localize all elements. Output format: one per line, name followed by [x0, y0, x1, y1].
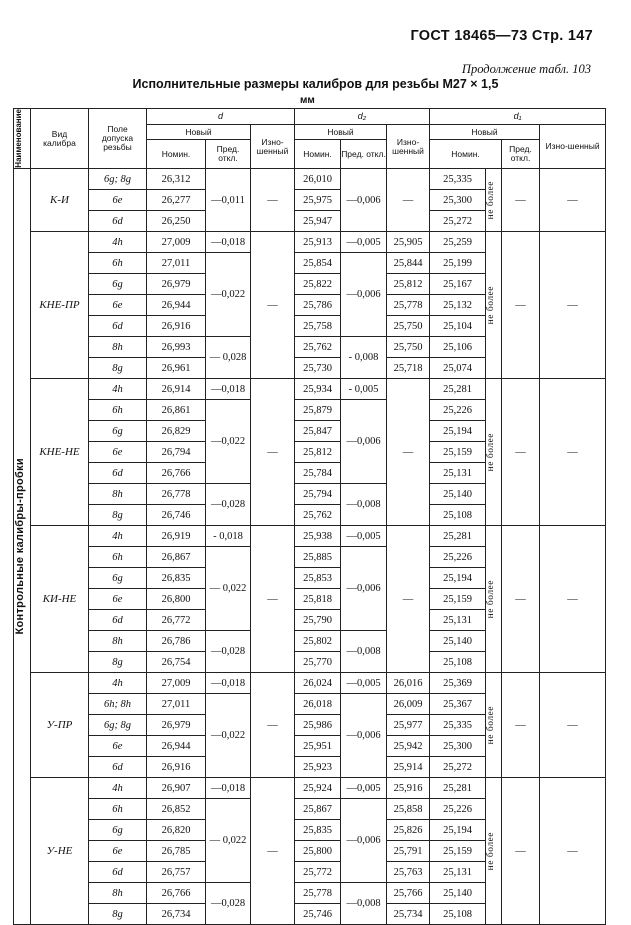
table-row [14, 169, 606, 190]
d1-deviation: — [502, 526, 540, 673]
not-more-cell [486, 526, 502, 673]
tolerance-cell: 4h [89, 673, 147, 694]
d1-deviation: — [502, 169, 540, 232]
d1-nominal: 25,300 [430, 736, 486, 757]
d2-nominal: 25,822 [295, 274, 341, 295]
d2-deviation: —0,008 [341, 631, 387, 673]
d2-worn: 25,914 [387, 757, 430, 778]
d2-deviation: —0,008 [341, 484, 387, 526]
tolerance-cell: 8g [89, 358, 147, 379]
header-d2-new: Новый [295, 125, 387, 140]
tolerance-cell: 6e [89, 841, 147, 862]
table-row [14, 526, 606, 547]
d2-nominal: 25,867 [295, 799, 341, 820]
d-deviation: —0,028 [206, 484, 251, 526]
d1-nominal: 25,167 [430, 274, 486, 295]
d-deviation: —0,022 [206, 694, 251, 778]
d-nominal: 26,919 [147, 526, 206, 547]
d2-worn: 25,844 [387, 253, 430, 274]
tolerance-cell: 6h [89, 400, 147, 421]
tolerance-cell: 4h [89, 379, 147, 400]
d2-nominal: 25,746 [295, 904, 341, 925]
d-deviation: —0,011 [206, 169, 251, 232]
tolerance-cell: 6e [89, 736, 147, 757]
d2-deviation: —0,008 [341, 883, 387, 925]
tolerance-cell: 8g [89, 505, 147, 526]
d2-nominal: 25,947 [295, 211, 341, 232]
header-d2-worn: Изно-шенный [387, 125, 430, 169]
d-nominal: 26,820 [147, 820, 206, 841]
d2-nominal: 25,975 [295, 190, 341, 211]
table-row [14, 673, 606, 694]
d1-nominal: 25,272 [430, 211, 486, 232]
d1-nominal: 25,108 [430, 505, 486, 526]
tolerance-cell: 6d [89, 757, 147, 778]
d-nominal: 26,757 [147, 862, 206, 883]
header-d2-nominal: Номин. [295, 140, 341, 169]
not-more-label: не более [486, 831, 497, 871]
d2-deviation: - 0,008 [341, 337, 387, 379]
d-nominal: 26,734 [147, 904, 206, 925]
tolerance-cell: 6d [89, 316, 147, 337]
tolerance-cell: 4h [89, 232, 147, 253]
d-nominal: 26,944 [147, 295, 206, 316]
d-nominal: 26,861 [147, 400, 206, 421]
d2-nominal: 25,885 [295, 547, 341, 568]
header-gauge-type: Вид калибра [31, 109, 89, 169]
table-row [14, 232, 606, 253]
tolerance-cell: 6d [89, 610, 147, 631]
d-worn: — [251, 778, 295, 925]
d2-nominal: 25,951 [295, 736, 341, 757]
d2-nominal: 25,778 [295, 883, 341, 904]
d2-deviation: —0,006 [341, 400, 387, 484]
d-nominal: 26,829 [147, 421, 206, 442]
d-worn: — [251, 169, 295, 232]
d1-nominal: 25,108 [430, 904, 486, 925]
not-more-cell [486, 778, 502, 925]
d2-worn: — [387, 169, 430, 232]
d2-nominal: 25,812 [295, 442, 341, 463]
table-title: Исполнительные размеры калибров для резьбы М27 × 1,5 [132, 77, 499, 91]
d-nominal: 26,778 [147, 484, 206, 505]
page-header: ГОСТ 18465—73 Стр. 147 [410, 28, 593, 44]
d1-nominal: 25,272 [430, 757, 486, 778]
d2-deviation: —0,005 [341, 673, 387, 694]
d-nominal: 26,916 [147, 316, 206, 337]
d2-worn: 26,016 [387, 673, 430, 694]
gauge-dimensions-table [13, 108, 606, 925]
tolerance-cell: 6h; 8h [89, 694, 147, 715]
not-more-label: не более [486, 579, 497, 619]
d2-nominal: 25,938 [295, 526, 341, 547]
d-nominal: 27,011 [147, 253, 206, 274]
d-nominal: 26,312 [147, 169, 206, 190]
d-deviation: —0,028 [206, 631, 251, 673]
gauge-name: У-ПР [31, 673, 89, 778]
tolerance-cell: 6g [89, 568, 147, 589]
d2-worn: 25,791 [387, 841, 430, 862]
d-nominal: 26,786 [147, 631, 206, 652]
d-nominal: 27,009 [147, 673, 206, 694]
tolerance-cell: 6d [89, 463, 147, 484]
d-nominal: 27,009 [147, 232, 206, 253]
header-d1-nominal: Номин. [430, 140, 502, 169]
d-deviation: —0,018 [206, 673, 251, 694]
d1-nominal: 25,194 [430, 568, 486, 589]
d2-nominal: 25,802 [295, 631, 341, 652]
table-row [14, 778, 606, 799]
d1-nominal: 25,106 [430, 337, 486, 358]
d2-worn: 26,009 [387, 694, 430, 715]
header-d1-new: Новый [430, 125, 540, 140]
header-tolerance: Поле допуска резьбы [89, 109, 147, 169]
d1-nominal: 25,226 [430, 400, 486, 421]
d2-deviation: —0,006 [341, 799, 387, 883]
d2-worn: 25,718 [387, 358, 430, 379]
d1-nominal: 25,104 [430, 316, 486, 337]
d2-worn: 25,812 [387, 274, 430, 295]
d1-nominal: 25,199 [430, 253, 486, 274]
tolerance-cell: 6g; 8g [89, 715, 147, 736]
tolerance-cell: 4h [89, 778, 147, 799]
d1-nominal: 25,369 [430, 673, 486, 694]
d2-nominal: 25,772 [295, 862, 341, 883]
header-d-worn: Изно-шенный [251, 125, 295, 169]
d2-nominal: 25,913 [295, 232, 341, 253]
tolerance-cell: 6g; 8g [89, 169, 147, 190]
d1-worn: — [540, 379, 606, 526]
tolerance-cell: 6d [89, 862, 147, 883]
d2-worn: 25,750 [387, 316, 430, 337]
d-deviation: —0,028 [206, 883, 251, 925]
d-nominal: 26,772 [147, 610, 206, 631]
d-nominal: 26,961 [147, 358, 206, 379]
d2-worn: 25,977 [387, 715, 430, 736]
d2-deviation: —0,006 [341, 253, 387, 337]
header-d2-dev: Пред. откл. [341, 140, 387, 169]
not-more-cell [486, 673, 502, 778]
d-nominal: 26,867 [147, 547, 206, 568]
d-nominal: 26,835 [147, 568, 206, 589]
d-nominal: 26,979 [147, 274, 206, 295]
d-nominal: 26,800 [147, 589, 206, 610]
header-d-nominal: Номин. [147, 140, 206, 169]
d1-deviation: — [502, 232, 540, 379]
d1-nominal: 25,140 [430, 883, 486, 904]
d2-deviation: —0,006 [341, 694, 387, 778]
d1-nominal: 25,300 [430, 190, 486, 211]
d1-worn: — [540, 778, 606, 925]
tolerance-cell: 6h [89, 253, 147, 274]
d1-nominal: 25,159 [430, 841, 486, 862]
d2-nominal: 25,762 [295, 337, 341, 358]
tolerance-cell: 8g [89, 904, 147, 925]
d1-deviation: — [502, 673, 540, 778]
gauge-name: КНЕ-НЕ [31, 379, 89, 526]
d-nominal: 26,979 [147, 715, 206, 736]
d-worn: — [251, 232, 295, 379]
d1-nominal: 25,131 [430, 862, 486, 883]
tolerance-cell: 4h [89, 526, 147, 547]
tolerance-cell: 8h [89, 883, 147, 904]
header-d-new: Новый [147, 125, 251, 140]
group-label-cell [14, 169, 31, 925]
d2-deviation: —0,005 [341, 778, 387, 799]
d-nominal: 26,852 [147, 799, 206, 820]
d2-worn: — [387, 379, 430, 526]
header-d1: d₁ [430, 109, 606, 125]
gauge-name: К-И [31, 169, 89, 232]
header-d-dev: Пред. откл. [206, 140, 251, 169]
header-d1-dev: Пред. откл. [502, 140, 540, 169]
tolerance-cell: 8h [89, 337, 147, 358]
gauge-name: КНЕ-ПР [31, 232, 89, 379]
tolerance-cell: 8h [89, 484, 147, 505]
tolerance-cell: 6e [89, 190, 147, 211]
d1-nominal: 25,159 [430, 589, 486, 610]
d-nominal: 26,277 [147, 190, 206, 211]
d2-worn: 25,942 [387, 736, 430, 757]
d2-nominal: 25,730 [295, 358, 341, 379]
d-nominal: 26,794 [147, 442, 206, 463]
d2-nominal: 25,794 [295, 484, 341, 505]
not-more-label: не более [486, 432, 497, 472]
d1-worn: — [540, 526, 606, 673]
tolerance-cell: 6h [89, 799, 147, 820]
not-more-label: не более [486, 285, 497, 325]
d-worn: — [251, 673, 295, 778]
d2-nominal: 26,024 [295, 673, 341, 694]
tolerance-cell: 8g [89, 652, 147, 673]
header-name-group: Наименование [14, 109, 31, 169]
tolerance-cell: 6e [89, 442, 147, 463]
d2-nominal: 25,762 [295, 505, 341, 526]
d2-worn: 25,826 [387, 820, 430, 841]
d2-nominal: 25,786 [295, 295, 341, 316]
tolerance-cell: 6e [89, 589, 147, 610]
d1-nominal: 25,074 [430, 358, 486, 379]
tolerance-cell: 6g [89, 421, 147, 442]
d2-nominal: 25,934 [295, 379, 341, 400]
table-row [14, 379, 606, 400]
d-deviation: - 0,018 [206, 526, 251, 547]
d2-worn: 25,766 [387, 883, 430, 904]
d-deviation: — 0,022 [206, 799, 251, 883]
d-worn: — [251, 526, 295, 673]
d2-deviation: —0,006 [341, 547, 387, 631]
d-nominal: 26,914 [147, 379, 206, 400]
unit-label: мм [300, 95, 315, 106]
d2-nominal: 25,847 [295, 421, 341, 442]
d-nominal: 26,250 [147, 211, 206, 232]
group-label: Контрольные калибры-пробки [14, 458, 26, 635]
d2-deviation: —0,005 [341, 526, 387, 547]
d2-nominal: 25,835 [295, 820, 341, 841]
d2-worn: 25,763 [387, 862, 430, 883]
d1-nominal: 25,194 [430, 421, 486, 442]
not-more-cell [486, 232, 502, 379]
d1-nominal: 25,159 [430, 442, 486, 463]
d1-nominal: 25,108 [430, 652, 486, 673]
d1-nominal: 25,131 [430, 463, 486, 484]
d-nominal: 26,907 [147, 778, 206, 799]
table-body [14, 169, 606, 925]
d-nominal: 26,746 [147, 505, 206, 526]
d-nominal: 26,916 [147, 757, 206, 778]
d-nominal: 26,754 [147, 652, 206, 673]
d2-worn: 25,734 [387, 904, 430, 925]
d-nominal: 26,766 [147, 463, 206, 484]
d2-nominal: 25,854 [295, 253, 341, 274]
d2-nominal: 25,770 [295, 652, 341, 673]
d1-nominal: 25,226 [430, 799, 486, 820]
d2-nominal: 25,784 [295, 463, 341, 484]
d2-nominal: 25,879 [295, 400, 341, 421]
d-nominal: 27,011 [147, 694, 206, 715]
d1-nominal: 25,367 [430, 694, 486, 715]
tolerance-cell: 6h [89, 547, 147, 568]
tolerance-cell: 6d [89, 211, 147, 232]
d1-nominal: 25,281 [430, 379, 486, 400]
d1-worn: — [540, 169, 606, 232]
d1-nominal: 25,281 [430, 778, 486, 799]
d-nominal: 26,785 [147, 841, 206, 862]
d1-nominal: 25,259 [430, 232, 486, 253]
d1-nominal: 25,335 [430, 715, 486, 736]
d2-nominal: 25,923 [295, 757, 341, 778]
not-more-label: не более [486, 180, 497, 220]
d1-worn: — [540, 673, 606, 778]
d1-nominal: 25,226 [430, 547, 486, 568]
d1-deviation: — [502, 778, 540, 925]
d-deviation: —0,022 [206, 253, 251, 337]
d-deviation: — 0,028 [206, 337, 251, 379]
d2-nominal: 25,800 [295, 841, 341, 862]
d-deviation: —0,018 [206, 778, 251, 799]
d-nominal: 26,944 [147, 736, 206, 757]
tolerance-cell: 8h [89, 631, 147, 652]
d2-deviation: —0,006 [341, 169, 387, 232]
gauge-name: КИ-НЕ [31, 526, 89, 673]
d-deviation: —0,022 [206, 400, 251, 484]
d2-nominal: 26,010 [295, 169, 341, 190]
tolerance-cell: 6g [89, 274, 147, 295]
not-more-cell [486, 169, 502, 232]
d-deviation: —0,018 [206, 232, 251, 253]
header-d1-worn: Изно-шенный [540, 125, 606, 169]
d2-deviation: - 0,005 [341, 379, 387, 400]
d2-worn: — [387, 526, 430, 673]
d1-nominal: 25,131 [430, 610, 486, 631]
d2-deviation: —0,005 [341, 232, 387, 253]
d2-nominal: 26,018 [295, 694, 341, 715]
d2-nominal: 25,818 [295, 589, 341, 610]
continuation-note: Продолжение табл. 103 [461, 62, 591, 76]
d2-worn: 25,750 [387, 337, 430, 358]
tolerance-cell: 6e [89, 295, 147, 316]
header-d2: d₂ [295, 109, 430, 125]
d-deviation: — 0,022 [206, 547, 251, 631]
d1-nominal: 25,140 [430, 631, 486, 652]
gauge-name: У-НЕ [31, 778, 89, 925]
d1-nominal: 25,281 [430, 526, 486, 547]
d2-nominal: 25,924 [295, 778, 341, 799]
d2-nominal: 25,758 [295, 316, 341, 337]
d2-worn: 25,916 [387, 778, 430, 799]
d1-nominal: 25,335 [430, 169, 486, 190]
d1-worn: — [540, 232, 606, 379]
d-nominal: 26,766 [147, 883, 206, 904]
d2-worn: 25,778 [387, 295, 430, 316]
d1-nominal: 25,140 [430, 484, 486, 505]
d2-nominal: 25,986 [295, 715, 341, 736]
header-d: d [147, 109, 295, 125]
d2-worn: 25,858 [387, 799, 430, 820]
not-more-label: не более [486, 705, 497, 745]
d1-nominal: 25,132 [430, 295, 486, 316]
not-more-cell [486, 379, 502, 526]
d2-worn: 25,905 [387, 232, 430, 253]
d-worn: — [251, 379, 295, 526]
tolerance-cell: 6g [89, 820, 147, 841]
d2-nominal: 25,853 [295, 568, 341, 589]
d2-nominal: 25,790 [295, 610, 341, 631]
d-deviation: —0,018 [206, 379, 251, 400]
d1-deviation: — [502, 379, 540, 526]
d1-nominal: 25,194 [430, 820, 486, 841]
d-nominal: 26,993 [147, 337, 206, 358]
